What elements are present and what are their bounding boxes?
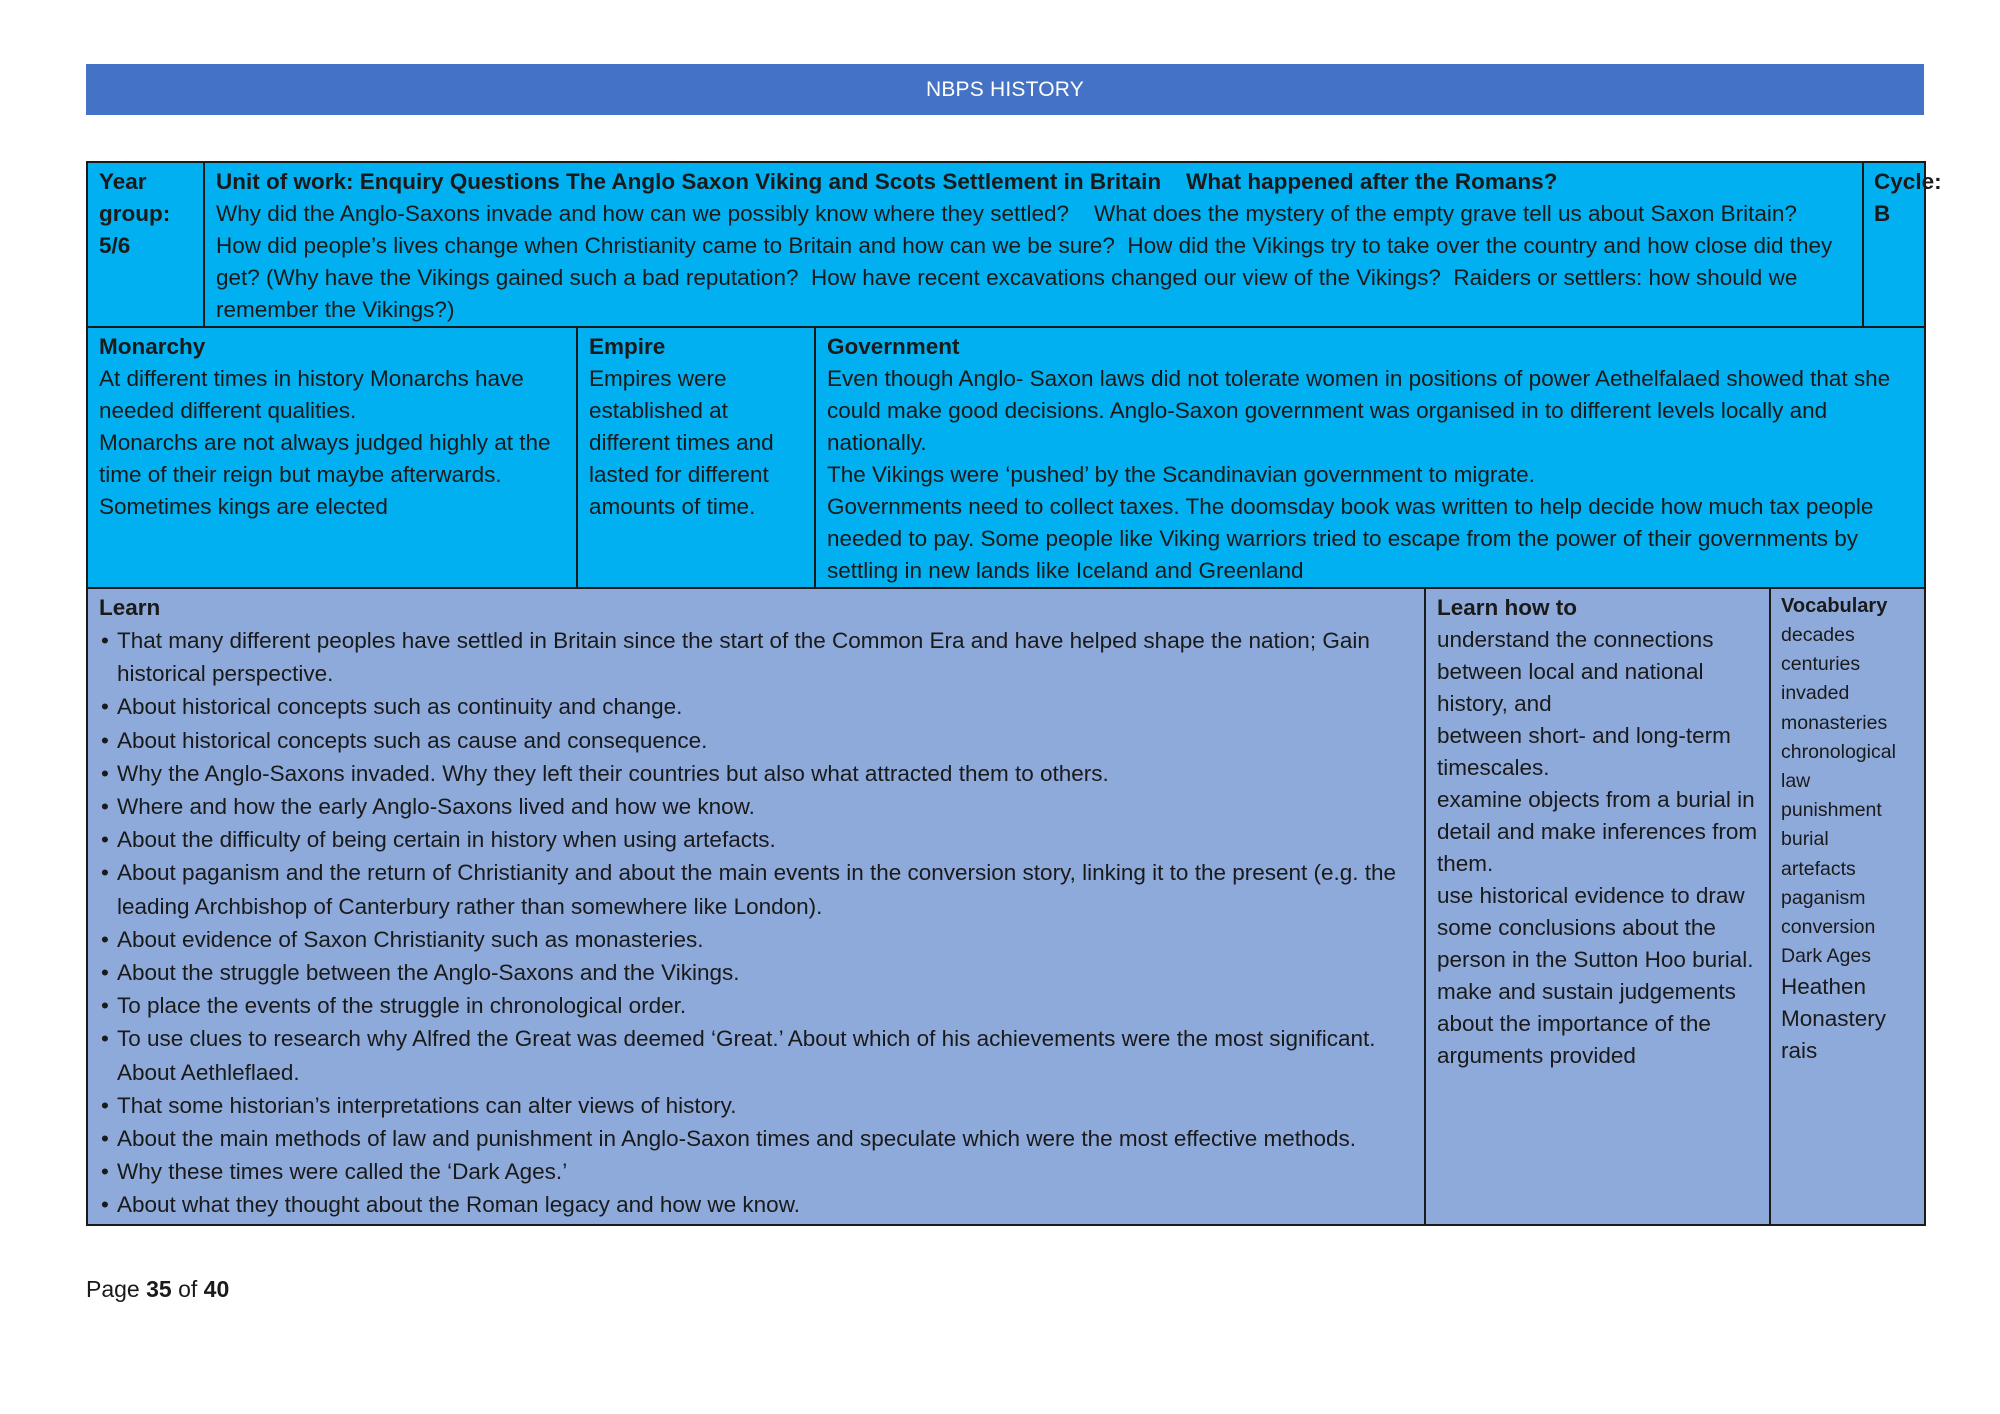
vocabulary-list — [1781, 621, 1920, 971]
empire-heading: Empire — [589, 334, 666, 359]
list-item: • About the main methods of law and punishment in Anglo-Saxon times and speculate which were the most effective methods. — [117, 1122, 1414, 1155]
page-banner — [86, 64, 1924, 115]
learn-how-line: make and sustain judgements about the importance of the arguments provided — [1437, 979, 1736, 1068]
government-line: Governments need to collect taxes. The doomsday book was written to help decide how much tax people needed to pay. Some people like Viking warriors tried to escape from the power of their governments by settling in new lands like Iceland and Greenland — [827, 494, 1874, 583]
learn-how-line: between short- and long-term timescales. — [1437, 723, 1731, 780]
vocabulary-word: conversion — [1781, 916, 1876, 939]
year-group-cell — [87, 162, 204, 327]
vocabulary-word: law — [1781, 770, 1811, 793]
list-item: • Why the Anglo-Saxons invaded. Why they left their countries but also what attracted them to others. — [117, 757, 1414, 790]
banner-title: NBPS HISTORY — [925, 77, 1084, 101]
monarchy-cell — [87, 327, 577, 588]
list-item: • To place the events of the struggle in chronological order. — [117, 989, 1414, 1022]
vocabulary-word: centuries — [1781, 653, 1861, 676]
unit-of-work-cell — [204, 162, 1863, 327]
unit-questions: Why did the Anglo-Saxons invade and how can we possibly know where they settled? What does the mystery of the empty grave tell us about Saxon Britain? How did people’s lives change when Christianity came to Britain and how can we be sure? How did the Vikings try to take over the country and how close did they get? (Why have the Vikings gained such a bad reputation? How have recent excavations changed our view of the Vikings? Raiders or settlers: how should we remember the Vikings?) — [216, 201, 1839, 322]
monarchy-line: Sometimes kings are elected — [99, 494, 388, 519]
page-footer — [86, 1274, 229, 1304]
vocabulary-word: Dark Ages — [1781, 945, 1871, 968]
vocabulary-word: monasteries — [1781, 711, 1888, 734]
learn-how-line: use historical evidence to draw some conclusions about the person in the Sutton Hoo burial. — [1437, 883, 1754, 972]
learn-how-heading: Learn how to — [1437, 595, 1577, 620]
learn-cell — [87, 588, 1425, 1225]
unit-title: Unit of work: Enquiry Questions The Anglo Saxon Viking and Scots Settlement in Britain What happened after the Romans? — [216, 169, 1558, 194]
list-item: • That some historian’s interpretations can alter views of history. — [117, 1089, 1414, 1122]
vocabulary-word: paganism — [1781, 886, 1866, 909]
page-word: Page — [86, 1276, 140, 1302]
vocabulary-list-large — [1781, 971, 1920, 1067]
government-heading: Government — [827, 334, 960, 359]
vocabulary-word: invaded — [1781, 682, 1850, 705]
learning-row — [87, 588, 1925, 1225]
vocabulary-word: punishment — [1781, 799, 1882, 822]
learn-how-line: understand the connections between local and national history, and — [1437, 627, 1714, 716]
list-item: • About the struggle between the Anglo-Saxons and the Vikings. — [117, 956, 1414, 989]
year-group-label: Year group: 5/6 — [99, 169, 171, 258]
list-item: • Where and how the early Anglo-Saxons lived and how we know. — [117, 790, 1414, 823]
learn-how-cell — [1425, 588, 1770, 1225]
vocabulary-cell — [1770, 588, 1925, 1225]
planning-table — [86, 161, 1942, 1226]
monarchy-line: At different times in history Monarchs have needed different qualities. — [99, 366, 524, 423]
list-item: • About evidence of Saxon Christianity such as monasteries. — [117, 923, 1414, 956]
of-word: of — [178, 1276, 198, 1302]
list-item: • About what they thought about the Roman legacy and how we know. — [117, 1188, 1414, 1221]
list-item: • About historical concepts such as cause and consequence. — [117, 724, 1414, 757]
government-cell — [815, 327, 1925, 588]
total-page-count: 40 — [203, 1276, 230, 1302]
monarchy-line: Monarchs are not always judged highly at the time of their reign but maybe afterwards. — [99, 430, 551, 487]
vocabulary-word: Heathen — [1781, 974, 1867, 1000]
empire-text: Empires were established at different times and lasted for different amounts of time. — [589, 366, 774, 519]
list-item: • About paganism and the return of Christianity and about the main events in the conversion story, linking it to the present (e.g. the leading Archbishop of Canterbury rather than somewhere like London). — [117, 856, 1414, 922]
unit-row — [87, 162, 1925, 327]
government-line: The Vikings were ‘pushed’ by the Scandinavian government to migrate. — [827, 462, 1535, 487]
vocabulary-word: artefacts — [1781, 857, 1856, 880]
monarchy-heading: Monarchy — [99, 334, 206, 359]
list-item: • That many different peoples have settled in Britain since the start of the Common Era and have helped shape the nation; Gain historical perspective. — [117, 624, 1414, 690]
vocabulary-word: Monastery — [1781, 1006, 1887, 1032]
vocabulary-word: burial — [1781, 828, 1829, 851]
list-item: • To use clues to research why Alfred the Great was deemed ‘Great.’ About which of his achievements were the most significant. About Aethleflaed. — [117, 1022, 1414, 1088]
learn-list — [99, 624, 1414, 1222]
list-item: • About the difficulty of being certain in history when using artefacts. — [117, 823, 1414, 856]
government-line: Even though Anglo- Saxon laws did not tolerate women in positions of power Aethelfalaed showed that she could make good decisions. Anglo-Saxon government was organised in to different levels locally and nationally. — [827, 366, 1891, 455]
empire-cell — [577, 327, 815, 588]
vocabulary-word: decades — [1781, 624, 1855, 646]
cycle-cell — [1863, 162, 1942, 327]
vocabulary-word: chronological — [1781, 740, 1896, 763]
vocabulary-word: rais — [1781, 1038, 1818, 1064]
current-page-number: 35 — [146, 1276, 172, 1302]
learn-how-line: examine objects from a burial in detail and make inferences from them. — [1437, 787, 1758, 876]
list-item: • About historical concepts such as continuity and change. — [117, 690, 1414, 723]
cycle-label: Cycle: B — [1874, 169, 1942, 226]
list-item: • Why these times were called the ‘Dark Ages.’ — [117, 1155, 1414, 1188]
concepts-row — [87, 327, 1925, 588]
vocabulary-heading: Vocabulary — [1781, 595, 1888, 617]
learn-heading: Learn — [99, 595, 161, 620]
